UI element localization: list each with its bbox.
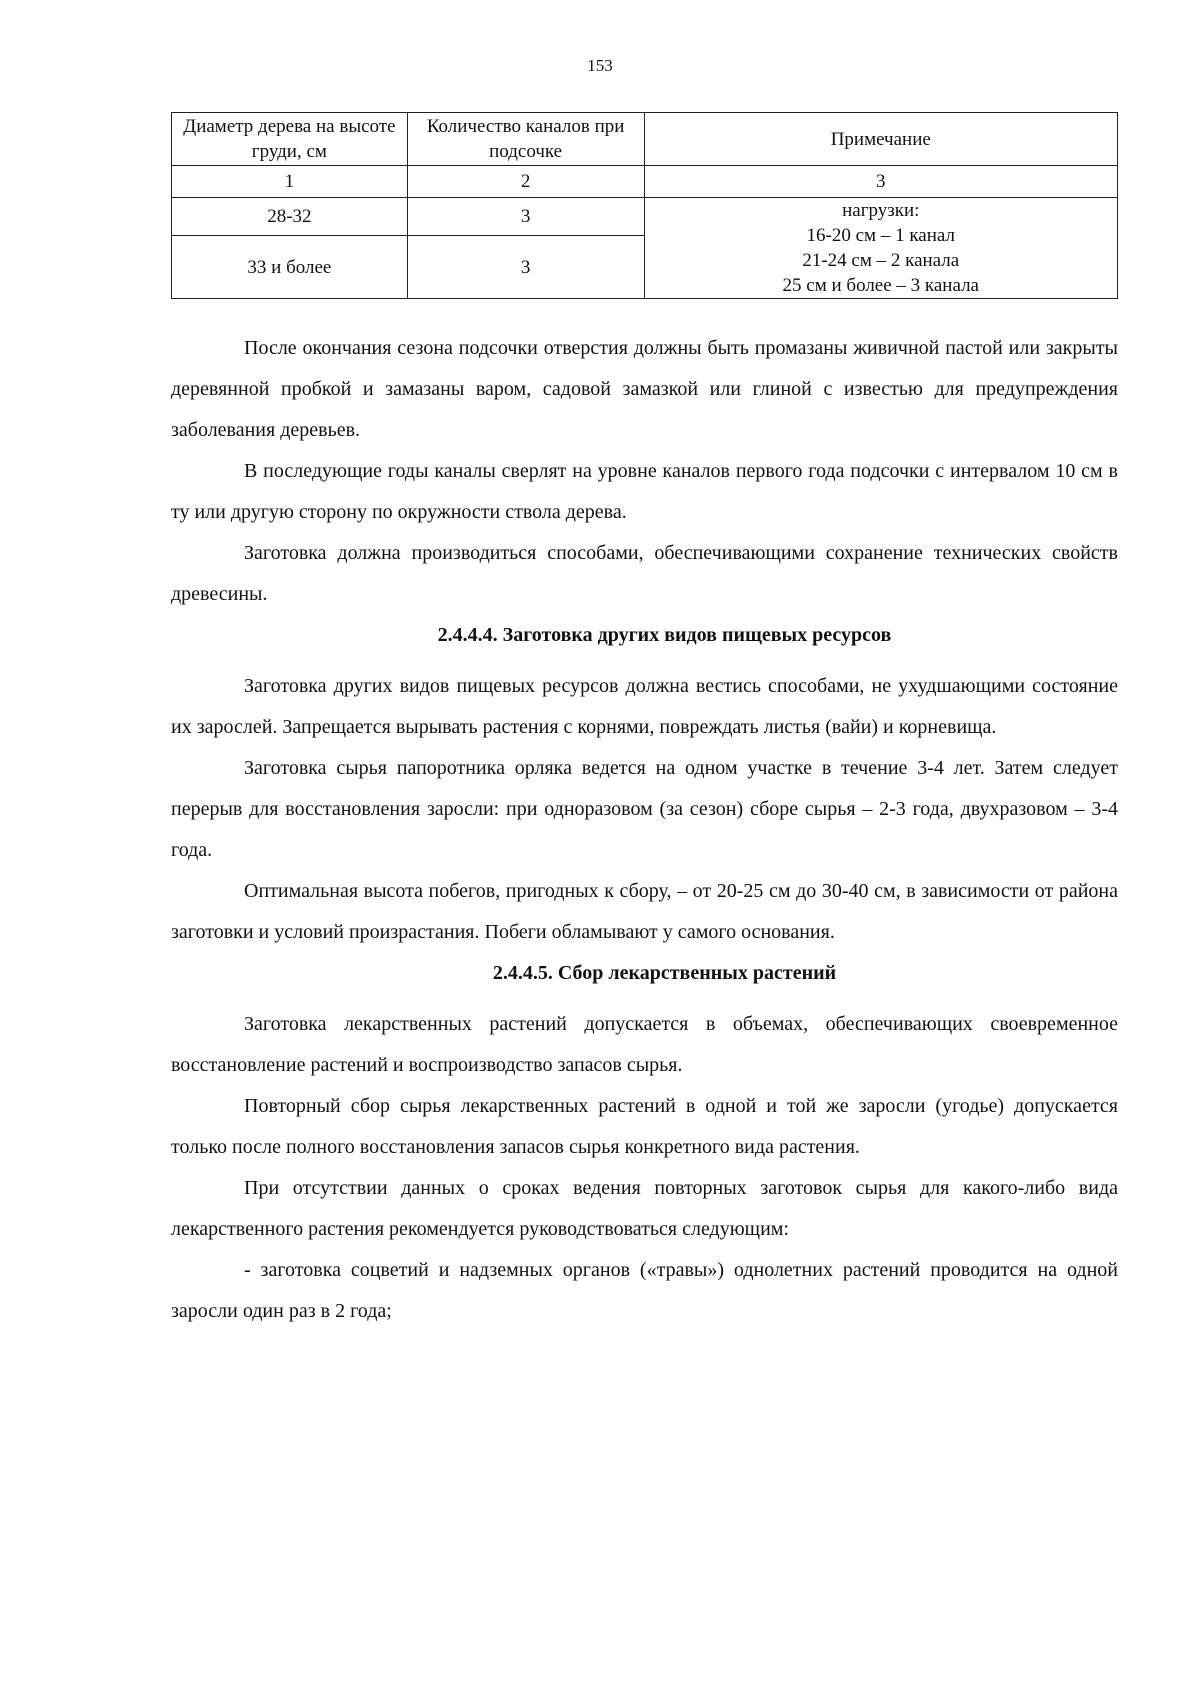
paragraph: Оптимальная высота побегов, пригодных к сбору, – от 20-25 см до 30-40 см, в зависимости от района заготовки и условий произрастания. Побеги обламывают у самого основания. — [171, 880, 1118, 943]
cell-channels: 3 — [407, 198, 644, 236]
table-header-row — [172, 113, 1118, 166]
paragraph: Повторный сбор сырья лекарственных растений в одной и той же заросли (угодье) допускается только после полного восстановления запасов сырья конкретного вида растения. — [171, 1095, 1118, 1158]
cell-diameter: 28-32 — [172, 198, 408, 236]
column-number: 2 — [407, 166, 644, 198]
note-line: 25 см и более – 3 канала — [782, 275, 979, 296]
section-heading: 2.4.4.5. Сбор лекарственных растений — [492, 962, 837, 984]
section-heading: 2.4.4.4. Заготовка других видов пищевых ресурсов — [437, 624, 892, 646]
table-column-numbers-row — [172, 166, 1118, 198]
column-number: 1 — [172, 166, 408, 198]
cell-diameter: 33 и более — [172, 236, 408, 299]
note-line: 21-24 см – 2 канала — [802, 250, 960, 271]
paragraph: При отсутствии данных о сроках ведения повторных заготовок сырья для какого-либо вида лекарственного растения рекомендуется руководствоваться следующим: — [171, 1177, 1118, 1240]
page-number: 153 — [587, 56, 613, 75]
document-body — [171, 328, 1118, 1332]
paragraph: После окончания сезона подсочки отверстия должны быть промазаны живичной пастой или закрыты деревянной пробкой и замазаны варом, садовой замазкой или глиной с известью для предупреждения заболевания деревьев. — [171, 337, 1118, 441]
note-line: нагрузки: — [842, 200, 920, 221]
header-note: Примечание — [644, 113, 1117, 166]
paragraph: Заготовка лекарственных растений допускается в объемах, обеспечивающих своевременное восстановление растений и воспроизводство запасов сырья. — [171, 1013, 1118, 1076]
header-channels: Количество каналов при подсочке — [407, 113, 644, 166]
paragraph: Заготовка сырья папоротника орляка ведется на одном участке в течение 3-4 лет. Затем следует перерыв для восстановления заросли: при одноразовом (за сезон) сборе сырья – 2-3 года, двухразовом – 3-4 года. — [171, 757, 1118, 861]
cell-note — [644, 198, 1117, 299]
paragraph: Заготовка должна производиться способами, обеспечивающими сохранение технических свойств древесины. — [171, 542, 1118, 605]
column-number: 3 — [644, 166, 1117, 198]
tapping-channels-table — [171, 112, 1118, 299]
paragraph: Заготовка других видов пищевых ресурсов должна вестись способами, не ухудшающими состояние их зарослей. Запрещается вырывать растения с корнями, повреждать листья (вайи) и корневища. — [171, 675, 1118, 738]
note-line: 16-20 см – 1 канал — [806, 225, 955, 246]
table-row — [172, 198, 1118, 236]
cell-channels: 3 — [407, 236, 644, 299]
paragraph: В последующие годы каналы сверлят на уровне каналов первого года подсочки с интервалом 10 см в ту или другую сторону по окружности ствола дерева. — [171, 460, 1118, 523]
paragraph: - заготовка соцветий и надземных органов («травы») однолетних растений проводится на одной заросли один раз в 2 года; — [171, 1259, 1118, 1322]
header-diameter: Диаметр дерева на высоте груди, см — [172, 113, 408, 166]
